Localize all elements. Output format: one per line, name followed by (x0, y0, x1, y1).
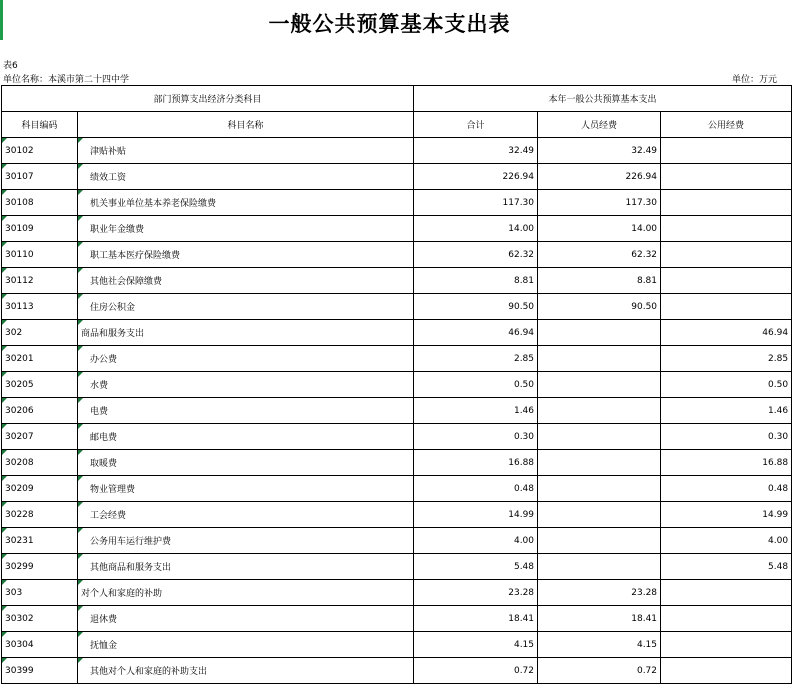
cell-code: 30109 (2, 216, 78, 242)
cell-name: 取暖费 (78, 450, 414, 476)
table-row (2, 424, 792, 450)
cell-code: 30205 (2, 372, 78, 398)
cell-personnel: 90.50 (538, 294, 661, 320)
cell-public: 0.30 (661, 424, 792, 450)
cell-code: 30107 (2, 164, 78, 190)
table-row (2, 320, 792, 346)
header-group-left: 部门预算支出经济分类科目 (2, 86, 414, 112)
cell-format-flag-icon (78, 372, 83, 377)
cell-code: 30102 (2, 138, 78, 164)
cell-format-flag-icon (2, 268, 7, 273)
cell-format-flag-icon (2, 554, 7, 559)
cell-code: 30207 (2, 424, 78, 450)
cell-name: 商品和服务支出 (78, 320, 414, 346)
cell-public (661, 268, 792, 294)
cell-personnel: 62.32 (538, 242, 661, 268)
cell-personnel: 32.49 (538, 138, 661, 164)
cell-format-flag-icon (78, 502, 83, 507)
cell-format-flag-icon (78, 138, 83, 143)
cell-public (661, 216, 792, 242)
table-row (2, 398, 792, 424)
cell-total: 23.28 (414, 580, 538, 606)
cell-format-flag-icon (78, 216, 83, 221)
cell-format-flag-icon (2, 294, 7, 299)
cell-total: 4.00 (414, 528, 538, 554)
header-code: 科目编码 (2, 112, 78, 138)
cell-total: 16.88 (414, 450, 538, 476)
cell-format-flag-icon (2, 476, 7, 481)
cell-format-flag-icon (2, 580, 7, 585)
cell-personnel (538, 398, 661, 424)
cell-format-flag-icon (2, 346, 7, 351)
cell-public: 0.50 (661, 372, 792, 398)
budget-table (1, 85, 792, 684)
cell-format-flag-icon (78, 658, 83, 663)
cell-total: 14.99 (414, 502, 538, 528)
cell-format-flag-icon (2, 372, 7, 377)
cell-public (661, 190, 792, 216)
cell-total: 5.48 (414, 554, 538, 580)
unit-name: 单位名称：本溪市第二十四中学 (3, 75, 130, 85)
cell-format-flag-icon (78, 398, 83, 403)
table-row (2, 268, 792, 294)
cell-public: 46.94 (661, 320, 792, 346)
cell-format-flag-icon (78, 580, 83, 585)
cell-format-flag-icon (2, 502, 7, 507)
cell-name: 工会经费 (78, 502, 414, 528)
table-row (2, 632, 792, 658)
cell-format-flag-icon (78, 242, 83, 247)
cell-personnel: 14.00 (538, 216, 661, 242)
cell-personnel: 8.81 (538, 268, 661, 294)
cell-name: 物业管理费 (78, 476, 414, 502)
cell-format-flag-icon (78, 294, 83, 299)
cell-personnel: 4.15 (538, 632, 661, 658)
cell-format-flag-icon (78, 528, 83, 533)
cell-total: 1.46 (414, 398, 538, 424)
cell-total: 226.94 (414, 164, 538, 190)
cell-format-flag-icon (78, 268, 83, 273)
header-total: 合计 (414, 112, 538, 138)
cell-format-flag-icon (2, 632, 7, 637)
cell-total: 0.50 (414, 372, 538, 398)
cell-total: 62.32 (414, 242, 538, 268)
cell-personnel (538, 554, 661, 580)
cell-code: 303 (2, 580, 78, 606)
cell-format-flag-icon (2, 606, 7, 611)
cell-personnel (538, 372, 661, 398)
table-row (2, 658, 792, 684)
cell-format-flag-icon (78, 476, 83, 481)
cell-name: 邮电费 (78, 424, 414, 450)
cell-format-flag-icon (2, 424, 7, 429)
cell-name: 绩效工资 (78, 164, 414, 190)
cell-format-flag-icon (2, 190, 7, 195)
cell-personnel: 226.94 (538, 164, 661, 190)
table-row (2, 606, 792, 632)
cell-name: 办公费 (78, 346, 414, 372)
cell-code: 302 (2, 320, 78, 346)
cell-total: 2.85 (414, 346, 538, 372)
cell-name: 其他社会保障缴费 (78, 268, 414, 294)
cell-total: 18.41 (414, 606, 538, 632)
cell-total: 8.81 (414, 268, 538, 294)
cell-format-flag-icon (78, 320, 83, 325)
cell-public (661, 658, 792, 684)
cell-public (661, 164, 792, 190)
cell-format-flag-icon (2, 138, 7, 143)
cell-name: 电费 (78, 398, 414, 424)
cell-personnel (538, 528, 661, 554)
table-row (2, 190, 792, 216)
cell-format-flag-icon (2, 528, 7, 533)
cell-format-flag-icon (2, 242, 7, 247)
cell-total: 0.72 (414, 658, 538, 684)
page-title: 一般公共预算基本支出表 (268, 11, 511, 36)
cell-personnel: 0.72 (538, 658, 661, 684)
header-row-columns (2, 112, 792, 138)
cell-format-flag-icon (2, 398, 7, 403)
cell-public: 1.46 (661, 398, 792, 424)
cell-code: 30399 (2, 658, 78, 684)
cell-personnel (538, 450, 661, 476)
cell-code: 30201 (2, 346, 78, 372)
cell-personnel: 117.30 (538, 190, 661, 216)
cell-public: 0.48 (661, 476, 792, 502)
cell-total: 117.30 (414, 190, 538, 216)
header-group-right: 本年一般公共预算基本支出 (414, 86, 792, 112)
table-row (2, 346, 792, 372)
cell-public (661, 138, 792, 164)
cell-format-flag-icon (78, 606, 83, 611)
cell-name: 住房公积金 (78, 294, 414, 320)
cell-name: 其他商品和服务支出 (78, 554, 414, 580)
cell-public (661, 606, 792, 632)
cell-format-flag-icon (78, 346, 83, 351)
cell-format-flag-icon (78, 164, 83, 169)
header-row-group (2, 86, 792, 112)
cell-code: 30302 (2, 606, 78, 632)
table-number: 表6 (3, 61, 18, 71)
cell-personnel (538, 424, 661, 450)
cell-public (661, 242, 792, 268)
table-row (2, 372, 792, 398)
header-personnel: 人员经费 (538, 112, 661, 138)
cell-code: 30231 (2, 528, 78, 554)
cell-personnel (538, 476, 661, 502)
table-row (2, 216, 792, 242)
table-row (2, 450, 792, 476)
table-row (2, 580, 792, 606)
cell-public: 16.88 (661, 450, 792, 476)
cell-format-flag-icon (2, 450, 7, 455)
cell-personnel (538, 346, 661, 372)
cell-code: 30209 (2, 476, 78, 502)
cell-total: 90.50 (414, 294, 538, 320)
cell-public (661, 294, 792, 320)
cell-format-flag-icon (78, 632, 83, 637)
cell-code: 30108 (2, 190, 78, 216)
cell-format-flag-icon (2, 164, 7, 169)
cell-format-flag-icon (78, 424, 83, 429)
cell-public: 14.99 (661, 502, 792, 528)
cell-public (661, 632, 792, 658)
cell-code: 30208 (2, 450, 78, 476)
cell-name: 对个人和家庭的补助 (78, 580, 414, 606)
header-name: 科目名称 (78, 112, 414, 138)
table-row (2, 138, 792, 164)
cell-personnel: 18.41 (538, 606, 661, 632)
cell-code: 30304 (2, 632, 78, 658)
cell-name: 其他对个人和家庭的补助支出 (78, 658, 414, 684)
cell-name: 退休费 (78, 606, 414, 632)
cell-name: 抚恤金 (78, 632, 414, 658)
cell-code: 30228 (2, 502, 78, 528)
cell-format-flag-icon (2, 216, 7, 221)
cell-public: 4.00 (661, 528, 792, 554)
cell-format-flag-icon (78, 554, 83, 559)
cell-personnel: 23.28 (538, 580, 661, 606)
cell-code: 30113 (2, 294, 78, 320)
table-row (2, 528, 792, 554)
cell-code: 30112 (2, 268, 78, 294)
cell-public: 2.85 (661, 346, 792, 372)
cell-total: 46.94 (414, 320, 538, 346)
cell-name: 机关事业单位基本养老保险缴费 (78, 190, 414, 216)
table-row (2, 164, 792, 190)
table-row (2, 502, 792, 528)
cell-name: 职业年金缴费 (78, 216, 414, 242)
cell-format-flag-icon (78, 450, 83, 455)
cell-total: 0.48 (414, 476, 538, 502)
cell-personnel (538, 502, 661, 528)
cell-total: 0.30 (414, 424, 538, 450)
cell-public: 5.48 (661, 554, 792, 580)
cell-format-flag-icon (2, 658, 7, 663)
cell-code: 30299 (2, 554, 78, 580)
cell-total: 4.15 (414, 632, 538, 658)
cell-total: 32.49 (414, 138, 538, 164)
table-row (2, 554, 792, 580)
unit-label: 单位：万元 (731, 75, 777, 85)
cell-name: 水费 (78, 372, 414, 398)
cell-name: 公务用车运行维护费 (78, 528, 414, 554)
table-row (2, 242, 792, 268)
cell-public (661, 580, 792, 606)
cell-code: 30110 (2, 242, 78, 268)
header-public: 公用经费 (661, 112, 792, 138)
cell-format-flag-icon (2, 320, 7, 325)
cell-format-flag-icon (78, 190, 83, 195)
table-row (2, 476, 792, 502)
cell-total: 14.00 (414, 216, 538, 242)
cell-name: 职工基本医疗保险缴费 (78, 242, 414, 268)
table-row (2, 294, 792, 320)
cell-name: 津贴补贴 (78, 138, 414, 164)
cell-code: 30206 (2, 398, 78, 424)
cell-personnel (538, 320, 661, 346)
